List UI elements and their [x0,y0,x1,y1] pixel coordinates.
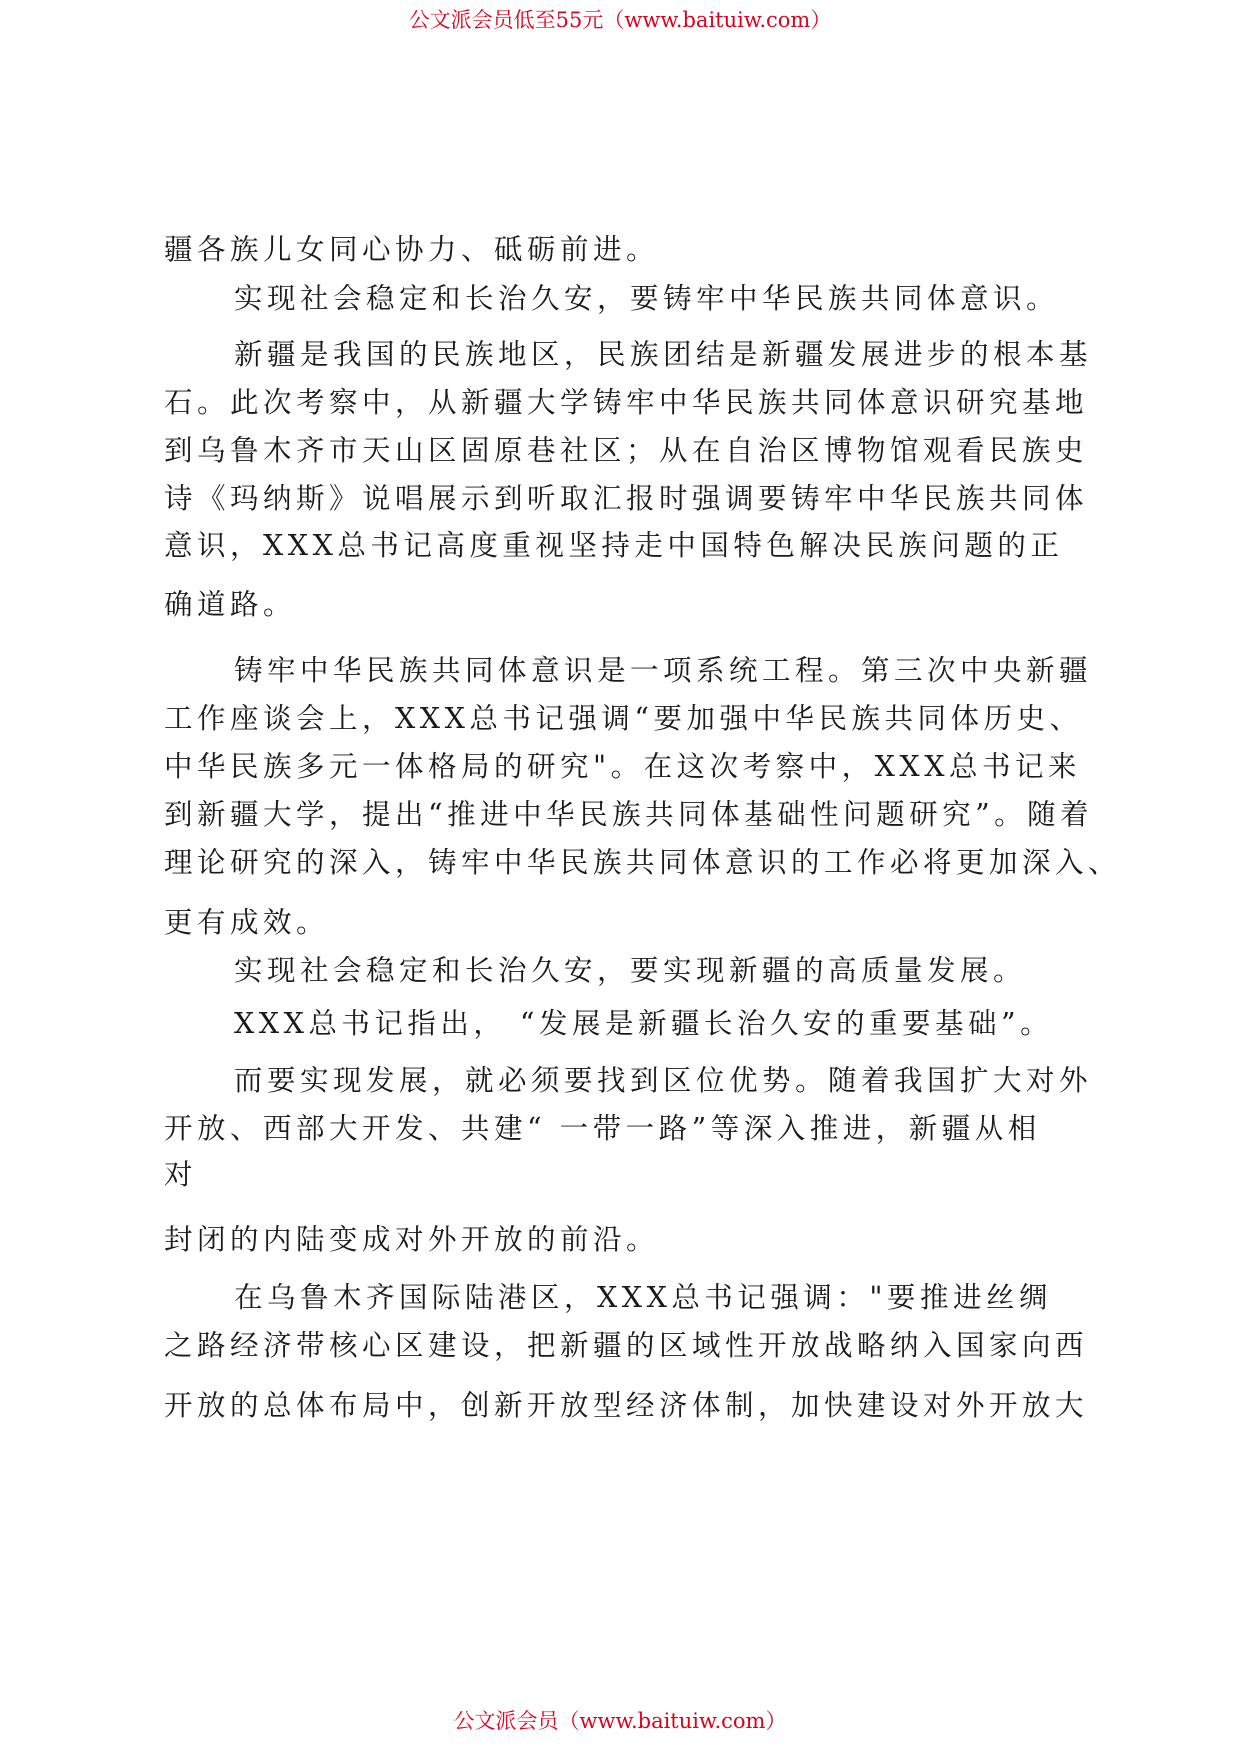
body-line: 新疆是我国的民族地区，民族团结是新疆发展进步的根本基 [234,338,1093,371]
body-line: 诗《玛纳斯》说唱展示到听取汇报时强调要铸牢中华民族共同体 [164,482,1089,515]
header-banner: 公文派会员低至55元（www.baituiw.com） [408,8,832,32]
body-line: 意识，XXX总书记高度重视坚持走中国特色解决民族问题的正 [164,529,1064,562]
body-line: 而要实现发展，就必须要找到区位优势。随着我国扩大对外 [234,1064,1093,1097]
body-line: 实现社会稳定和长治久安，要实现新疆的高质量发展。 [234,954,1027,987]
body-line: 更有成效。 [164,906,330,939]
body-line: 工作座谈会上，XXX总书记强调“要加强中华民族共同体历史、 [164,702,1083,735]
body-line: 确道路。 [164,588,297,621]
body-line: 对 [164,1158,198,1191]
body-line: 理论研究的深入，铸牢中华民族共同体意识的工作必将更加深入、 [164,846,1122,879]
body-line: XXX总书记指出， “发展是新疆长治久安的重要基础”。 [234,1007,1054,1040]
body-line: 石。此次考察中，从新疆大学铸牢中华民族共同体意识研究基地 [164,386,1089,419]
body-line: 到乌鲁木齐市天山区固原巷社区；从在自治区博物馆观看民族史 [164,434,1089,467]
footer-banner: 公文派会员（www.baituiw.com） [453,1709,787,1733]
body-line: 封闭的内陆变成对外开放的前沿。 [164,1223,660,1256]
body-line: 中华民族多元一体格局的研究"。在这次考察中，XXX总书记来 [164,750,1081,783]
body-line: 开放的总体布局中，创新开放型经济体制，加快建设对外开放大 [164,1389,1089,1422]
body-line: 在乌鲁木齐国际陆港区，XXX总书记强调："要推进丝绸 [234,1281,1052,1314]
body-line: 实现社会稳定和长治久安，要铸牢中华民族共同体意识。 [234,282,1060,315]
body-line: 开放、西部大开发、共建“ 一带一路”等深入推进，新疆从相 [164,1112,1041,1145]
body-line: 到新疆大学，提出“推进中华民族共同体基础性问题研究”。随着 [164,798,1094,831]
body-line: 铸牢中华民族共同体意识是一项系统工程。第三次中央新疆 [234,654,1093,687]
body-line: 疆各族儿女同心协力、砥砺前进。 [164,233,660,266]
body-line: 之路经济带核心区建设，把新疆的区域性开放战略纳入国家向西 [164,1329,1089,1362]
